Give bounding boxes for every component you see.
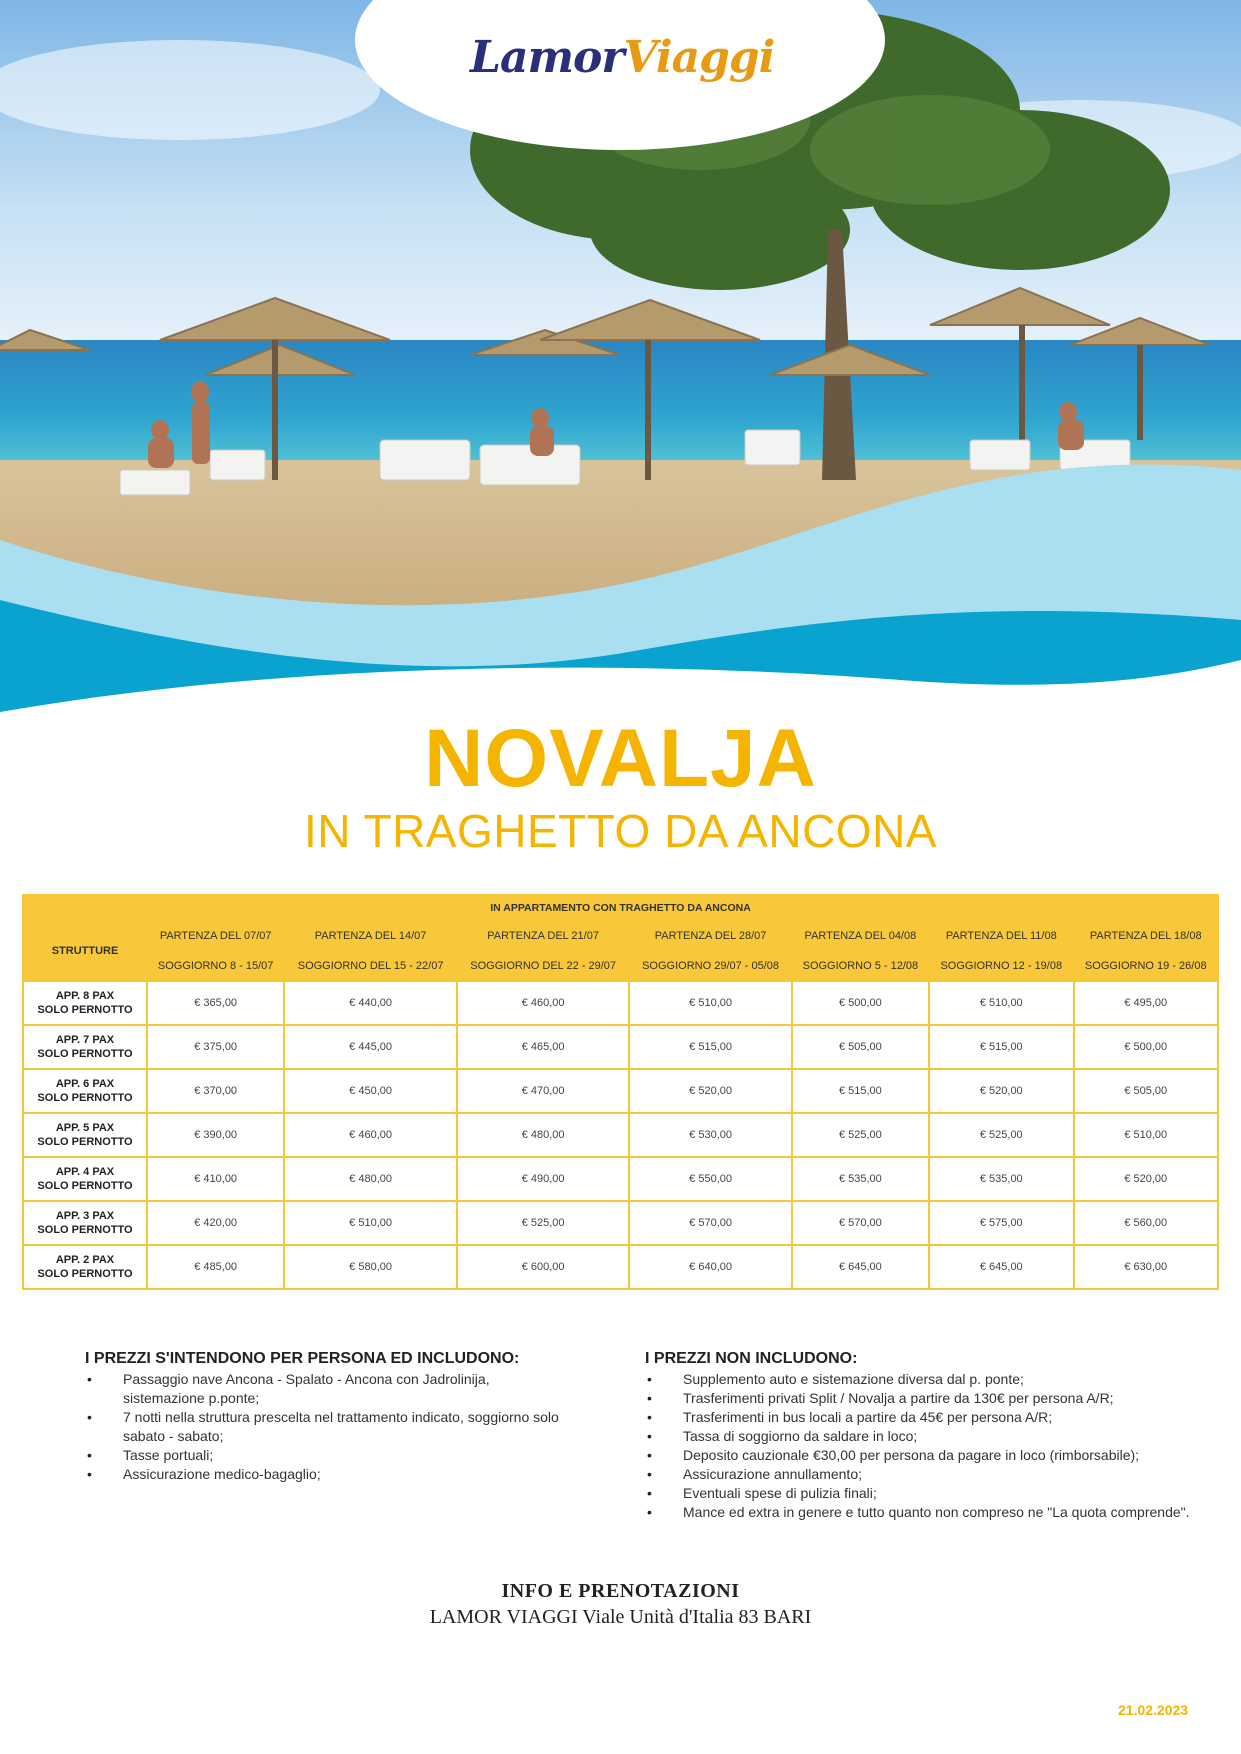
price-cell: € 530,00 [629, 1113, 791, 1157]
price-cell: € 520,00 [929, 1069, 1073, 1113]
apartment-label [23, 981, 147, 1025]
price-cell: € 520,00 [1074, 1157, 1219, 1201]
includes-heading: I PREZZI S'INTENDONO PER PERSONA ED INCLUDONO: [85, 1350, 520, 1367]
soggiorno-header: SOGGIORNO DEL 22 - 29/07 [457, 951, 630, 981]
table-caption-row [23, 895, 1218, 921]
price-cell: € 645,00 [929, 1245, 1073, 1289]
price-cell: € 505,00 [1074, 1069, 1219, 1113]
price-cell: € 640,00 [629, 1245, 791, 1289]
soggiorno-header: SOGGIORNO 8 - 15/07 [147, 951, 284, 981]
apartment-name: APP. 8 PAX [55, 990, 115, 1002]
price-cell: € 485,00 [147, 1245, 284, 1289]
price-cell: € 480,00 [457, 1113, 630, 1157]
table-row [23, 1157, 1218, 1201]
includes-section [85, 1350, 575, 1484]
apartment-treatment: SOLO PERNOTTO [37, 1092, 133, 1104]
price-cell: € 420,00 [147, 1201, 284, 1245]
table-row [23, 981, 1218, 1025]
partenza-header: PARTENZA DEL 14/07 [284, 921, 457, 951]
soggiorno-header: SOGGIORNO 5 - 12/08 [792, 951, 929, 981]
apartment-name: APP. 3 PAX [55, 1210, 115, 1222]
price-cell: € 470,00 [457, 1069, 630, 1113]
soggiorno-header: SOGGIORNO DEL 15 - 22/07 [284, 951, 457, 981]
partenza-header: PARTENZA DEL 21/07 [457, 921, 630, 951]
price-cell: € 450,00 [284, 1069, 457, 1113]
price-cell: € 550,00 [629, 1157, 791, 1201]
price-cell: € 465,00 [457, 1025, 630, 1069]
logo-text-lamor: Lamor [470, 32, 624, 83]
table-row [23, 1113, 1218, 1157]
price-cell: € 510,00 [1074, 1113, 1219, 1157]
price-cell: € 375,00 [147, 1025, 284, 1069]
soggiorno-header: SOGGIORNO 12 - 19/08 [929, 951, 1073, 981]
price-cell: € 505,00 [792, 1025, 929, 1069]
table-row [23, 1201, 1218, 1245]
price-table [22, 894, 1219, 1290]
includes-item: • Passaggio nave Ancona - Spalato - Ancona con Jadrolinija, sistemazione p.ponte; [85, 1370, 575, 1408]
includes-list [85, 1370, 575, 1484]
price-cell: € 520,00 [629, 1069, 791, 1113]
apartment-treatment: SOLO PERNOTTO [37, 1136, 133, 1148]
price-cell: € 445,00 [284, 1025, 457, 1069]
price-cell: € 365,00 [147, 981, 284, 1025]
logo-text-viaggi: Viaggi [623, 32, 775, 83]
excludes-section [645, 1350, 1205, 1522]
table-caption: IN APPARTAMENTO CON TRAGHETTO DA ANCONA [23, 895, 1218, 921]
price-cell: € 500,00 [1074, 1025, 1219, 1069]
partenza-header: PARTENZA DEL 18/08 [1074, 921, 1219, 951]
apartment-name: APP. 5 PAX [55, 1122, 115, 1134]
table-header-row-soggiorni [23, 951, 1218, 981]
price-cell: € 575,00 [929, 1201, 1073, 1245]
price-table-body [23, 981, 1218, 1289]
soggiorno-header: SOGGIORNO 29/07 - 05/08 [629, 951, 791, 981]
price-cell: € 460,00 [457, 981, 630, 1025]
apartment-label [23, 1113, 147, 1157]
apartment-treatment: SOLO PERNOTTO [37, 1268, 133, 1280]
beach-photo [0, 0, 1241, 720]
partenza-header: PARTENZA DEL 07/07 [147, 921, 284, 951]
price-cell: € 535,00 [792, 1157, 929, 1201]
price-cell: € 495,00 [1074, 981, 1219, 1025]
excludes-item: • Assicurazione annullamento; [645, 1465, 1205, 1484]
excludes-item: • Deposito cauzionale €30,00 per persona da pagare in loco (rimborsabile); [645, 1446, 1205, 1465]
apartment-label [23, 1069, 147, 1113]
price-cell: € 370,00 [147, 1069, 284, 1113]
excludes-list [645, 1370, 1205, 1522]
partenza-header: PARTENZA DEL 04/08 [792, 921, 929, 951]
apartment-name: APP. 6 PAX [55, 1078, 115, 1090]
page-title: NOVALJA [424, 713, 817, 804]
price-cell: € 560,00 [1074, 1201, 1219, 1245]
partenza-header: PARTENZA DEL 28/07 [629, 921, 791, 951]
price-cell: € 525,00 [792, 1113, 929, 1157]
price-cell: € 515,00 [629, 1025, 791, 1069]
price-cell: € 390,00 [147, 1113, 284, 1157]
price-cell: € 600,00 [457, 1245, 630, 1289]
apartment-label [23, 1157, 147, 1201]
apartment-treatment: SOLO PERNOTTO [37, 1180, 133, 1192]
apartment-name: APP. 2 PAX [55, 1254, 115, 1266]
price-cell: € 570,00 [792, 1201, 929, 1245]
apartment-label [23, 1025, 147, 1069]
includes-item: • Tasse portuali; [85, 1446, 575, 1465]
price-cell: € 480,00 [284, 1157, 457, 1201]
partenza-header: PARTENZA DEL 11/08 [929, 921, 1073, 951]
apartment-label [23, 1245, 147, 1289]
price-cell: € 510,00 [284, 1201, 457, 1245]
apartment-label [23, 1201, 147, 1245]
price-cell: € 525,00 [457, 1201, 630, 1245]
apartment-treatment: SOLO PERNOTTO [37, 1224, 133, 1236]
excludes-item: • Tassa di soggiorno da saldare in loco; [645, 1427, 1205, 1446]
price-cell: € 525,00 [929, 1113, 1073, 1157]
price-cell: € 570,00 [629, 1201, 791, 1245]
price-cell: € 645,00 [792, 1245, 929, 1289]
contact-address: LAMOR VIAGGI Viale Unità d'Italia 83 BARI [429, 1606, 812, 1628]
excludes-item: • Mance ed extra in genere e tutto quanto non compreso ne "La quota comprende". [645, 1503, 1205, 1522]
price-cell: € 410,00 [147, 1157, 284, 1201]
contact-title: INFO E PRENOTAZIONI [501, 1580, 740, 1602]
excludes-heading: I PREZZI NON INCLUDONO: [645, 1350, 858, 1367]
price-cell: € 490,00 [457, 1157, 630, 1201]
includes-item: • Assicurazione medico-bagaglio; [85, 1465, 575, 1484]
table-row [23, 1025, 1218, 1069]
page-subtitle: IN TRAGHETTO DA ANCONA [304, 805, 937, 857]
price-cell: € 580,00 [284, 1245, 457, 1289]
price-cell: € 535,00 [929, 1157, 1073, 1201]
hero-banner [0, 0, 1241, 720]
price-cell: € 460,00 [284, 1113, 457, 1157]
table-row [23, 1069, 1218, 1113]
apartment-name: APP. 7 PAX [55, 1034, 115, 1046]
excludes-item: • Supplemento auto e sistemazione diversa dal p. ponte; [645, 1370, 1205, 1389]
apartment-name: APP. 4 PAX [55, 1166, 115, 1178]
table-header-row-partenze [23, 921, 1218, 951]
brand-logo [470, 18, 775, 108]
price-cell: € 440,00 [284, 981, 457, 1025]
table-row [23, 1245, 1218, 1289]
price-cell: € 500,00 [792, 981, 929, 1025]
price-cell: € 630,00 [1074, 1245, 1219, 1289]
excludes-item: • Trasferimenti privati Split / Novalja a partire da 130€ per persona A/R; [645, 1389, 1205, 1408]
excludes-item: • Eventuali spese di pulizia finali; [645, 1484, 1205, 1503]
date-stamp: 21.02.2023 [1118, 1702, 1189, 1718]
price-cell: € 515,00 [792, 1069, 929, 1113]
price-cell: € 510,00 [929, 981, 1073, 1025]
soggiorno-header: SOGGIORNO 19 - 26/08 [1074, 951, 1219, 981]
price-cell: € 515,00 [929, 1025, 1073, 1069]
strutture-header: STRUTTURE [23, 921, 147, 981]
apartment-treatment: SOLO PERNOTTO [37, 1004, 133, 1016]
excludes-item: • Trasferimenti in bus locali a partire da 45€ per persona A/R; [645, 1408, 1205, 1427]
includes-item: • 7 notti nella struttura prescelta nel trattamento indicato, soggiorno solo sabato - sabato; [85, 1408, 575, 1446]
apartment-treatment: SOLO PERNOTTO [37, 1048, 133, 1060]
price-cell: € 510,00 [629, 981, 791, 1025]
